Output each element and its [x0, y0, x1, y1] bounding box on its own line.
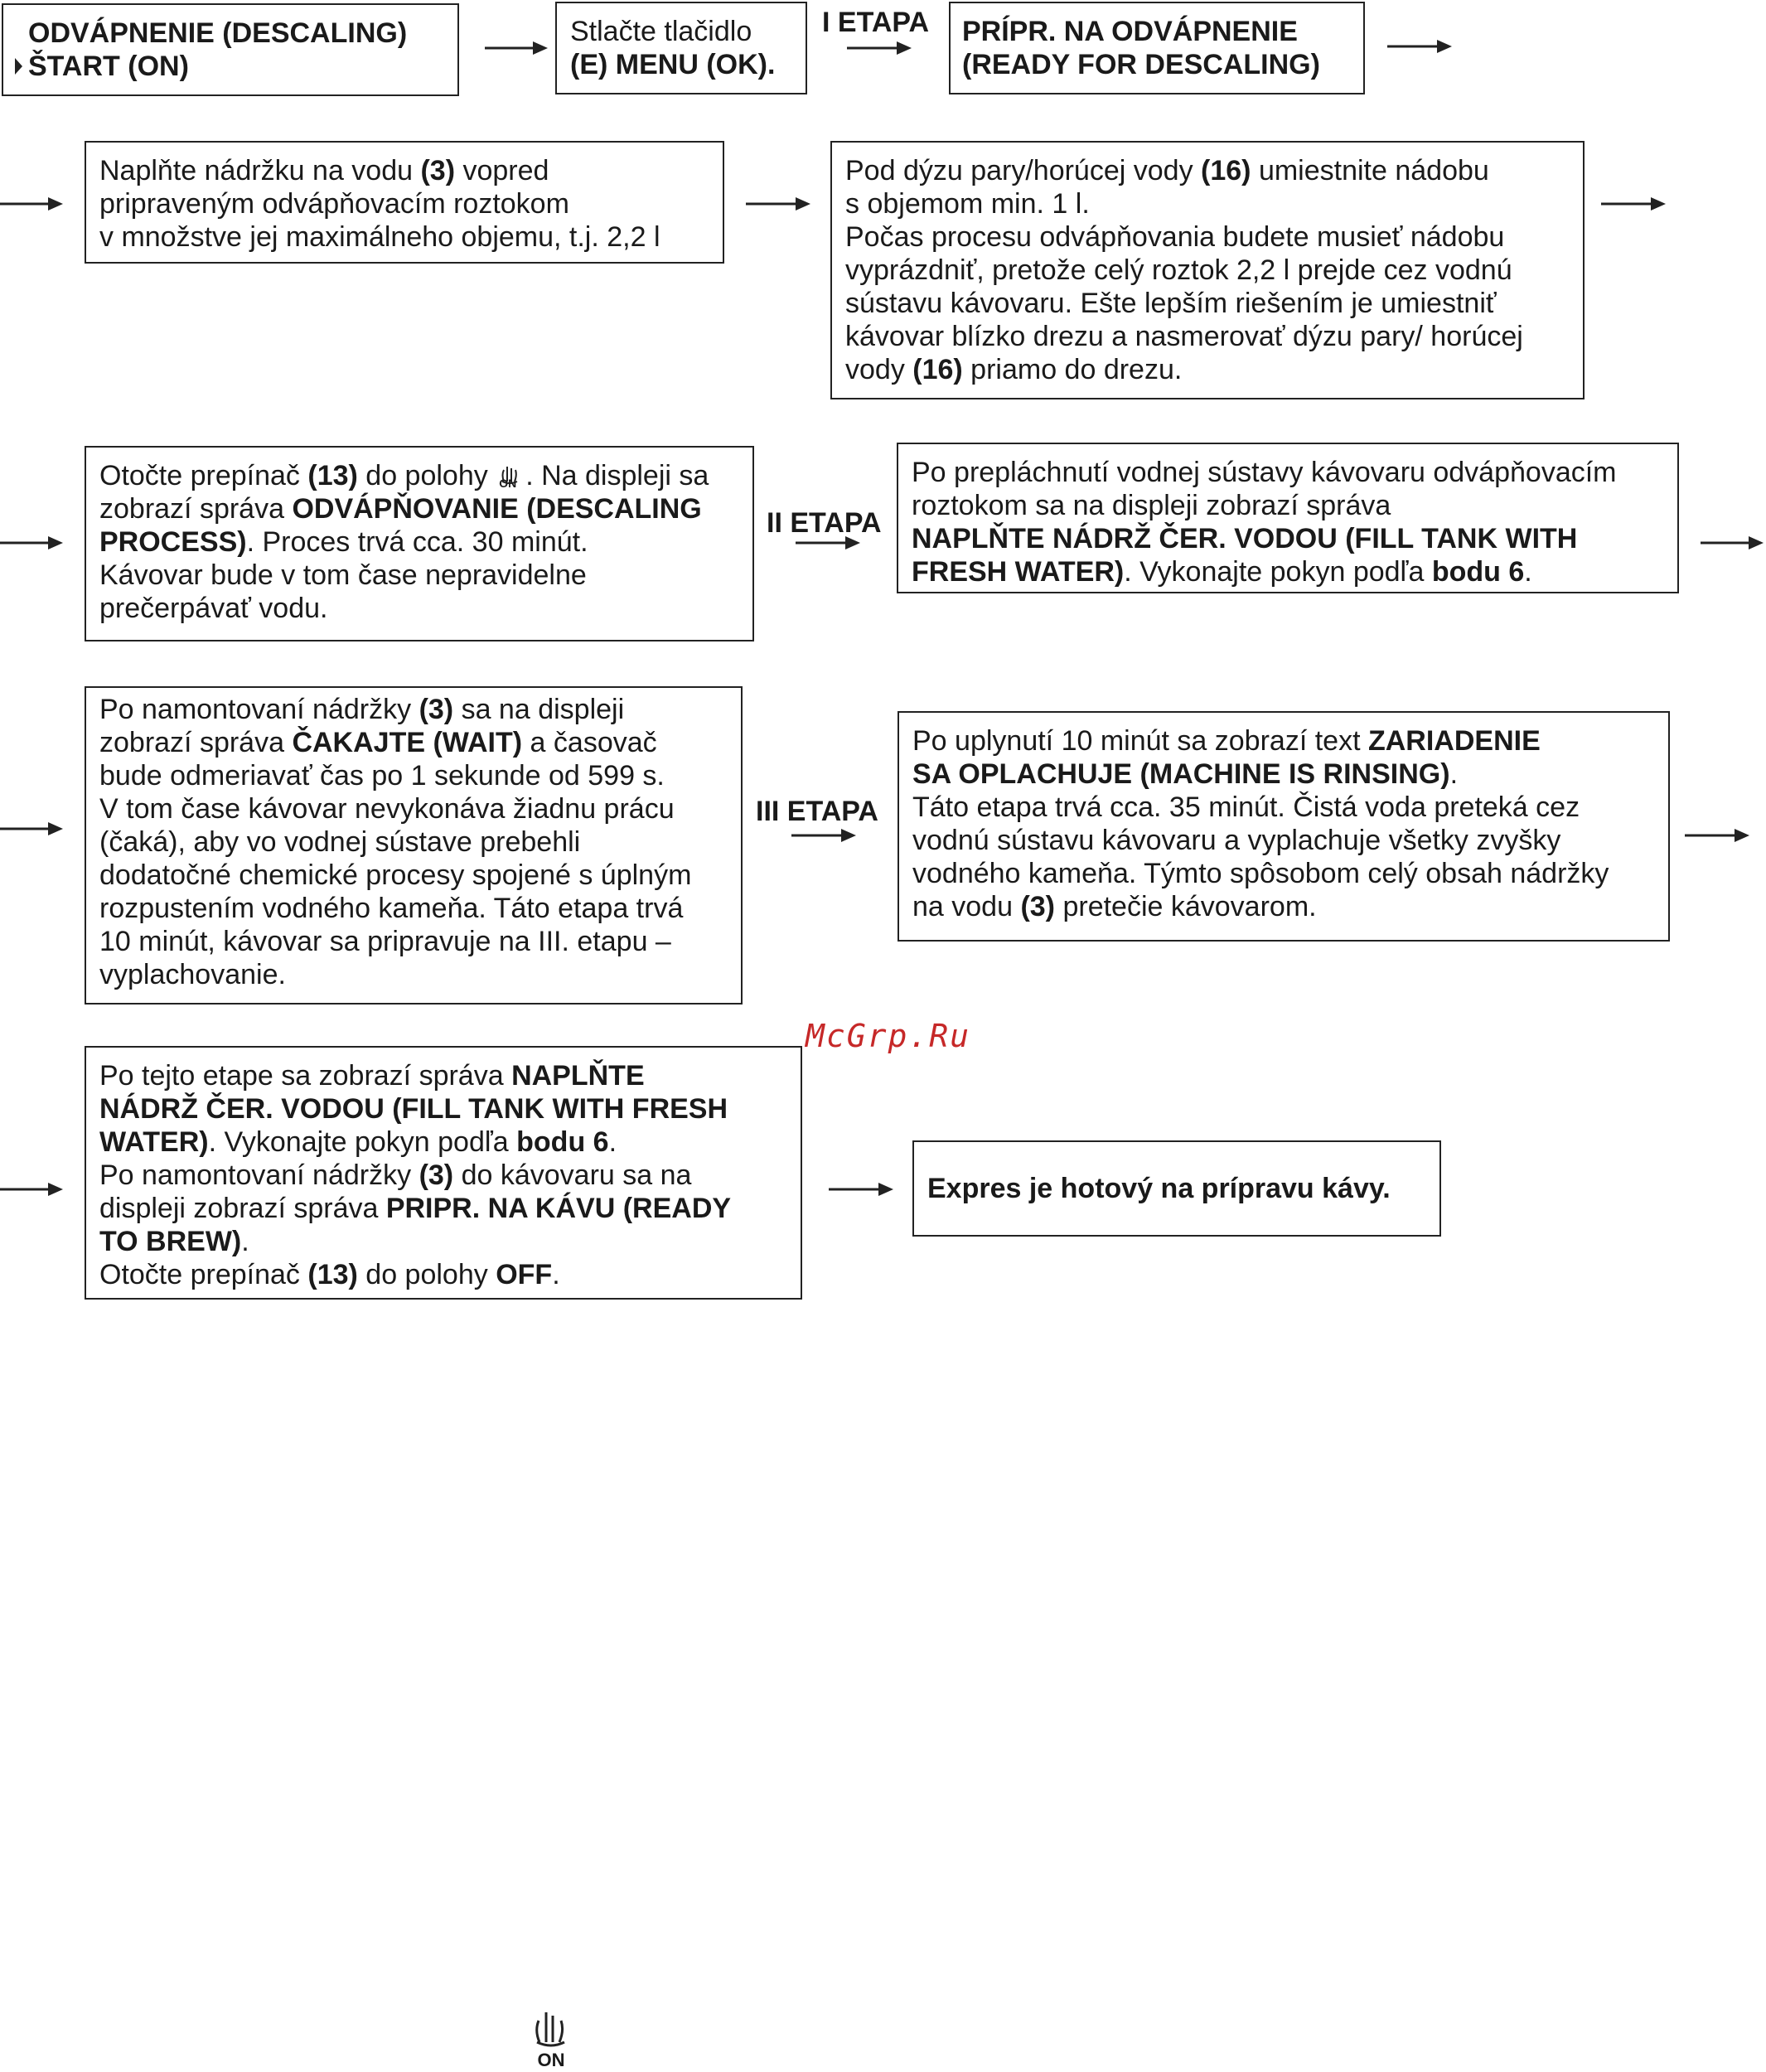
- step-ready-for-descaling-box: [949, 2, 1365, 94]
- step-text-bold: NÁDRŽ ČER. VODOU (FILL TANK WITH FRESH: [99, 1093, 728, 1125]
- step-text: v množstve jej maximálneho objemu, t.j. 2,2 l: [99, 221, 660, 253]
- step-text: Po uplynutí 10 minút sa zobrazí text ZARIADENIE: [912, 725, 1541, 757]
- step-text: Naplňte nádržku na vodu (3) vopred: [99, 155, 549, 186]
- step-text: Počas procesu odvápňovania budete musieť nádobu: [845, 221, 1505, 253]
- on-position-icon: [526, 2006, 576, 2070]
- on-position-icon: ON: [496, 459, 525, 492]
- step-text: rozpustením vodného kameňa. Táto etapa trvá: [99, 893, 684, 924]
- step-ready-box: [912, 1140, 1441, 1237]
- triangle-bullet-icon: [15, 58, 22, 75]
- step-text: Stlačte tlačidlo: [570, 16, 752, 47]
- step-text-bold: (READY FOR DESCALING): [962, 49, 1320, 80]
- step-text: prečerpávať vodu.: [99, 593, 328, 624]
- step-text: Pod dýzu pary/horúcej vody (16) umiestnite nádobu: [845, 155, 1489, 186]
- step-text: V tom čase kávovar nevykonáva žiadnu prácu: [99, 793, 675, 825]
- stage-label-3: III ETAPA: [756, 796, 878, 827]
- step-text: Po namontovaní nádržky (3) do kávovaru sa na: [99, 1159, 692, 1191]
- step-place-container-box: [830, 141, 1585, 399]
- step-text: 10 minút, kávovar sa pripravuje na III. etapu –: [99, 926, 671, 957]
- step-text: Táto etapa trvá cca. 35 minút. Čistá voda preteká cez: [912, 792, 1580, 823]
- arrow-right-icon: [1387, 38, 1454, 55]
- step-text: WATER). Vykonajte pokyn podľa bodu 6.: [99, 1126, 617, 1158]
- step-text: PROCESS). Proces trvá cca. 30 minút.: [99, 526, 588, 558]
- step-text: vyprázdniť, pretože celý roztok 2,2 l prejde cez vodnú: [845, 254, 1512, 286]
- step-text: vodného kameňa. Týmto spôsobom celý obsah nádržky: [912, 858, 1609, 889]
- step-text: FRESH WATER). Vykonajte pokyn podľa bodu 6.: [912, 556, 1532, 588]
- stage-label-1: I ETAPA: [822, 7, 930, 38]
- arrow-right-icon: [847, 40, 913, 56]
- step-text-bold: Expres je hotový na prípravu kávy.: [927, 1173, 1391, 1204]
- step-text: Otočte prepínač (13) do polohy OFF.: [99, 1259, 560, 1290]
- step-text: zobrazí správa ODVÁPŇOVANIE (DESCALING: [99, 493, 702, 525]
- arrow-right-icon: [746, 196, 812, 212]
- stage-label-2: II ETAPA: [767, 507, 882, 539]
- step-text: Po namontovaní nádržky (3) sa na displeji: [99, 694, 625, 725]
- arrow-right-icon: [1701, 535, 1765, 551]
- step-fill-tank-box: [85, 141, 724, 264]
- step-text: bude odmeriavať čas po 1 sekunde od 599 s.: [99, 760, 665, 792]
- step-text-bold: (E) MENU (OK).: [570, 49, 776, 80]
- step-text: Otočte prepínač (13) do polohy ON . Na displeji sa: [99, 460, 709, 491]
- watermark-text: McGrp.Ru: [806, 1018, 971, 1054]
- step-title: ODVÁPNENIE (DESCALING): [28, 17, 408, 49]
- step-text: dodatočné chemické procesy spojené s úplným: [99, 859, 692, 891]
- step-text: displeji zobrazí správa PRIPR. NA KÁVU (READY: [99, 1193, 732, 1224]
- arrow-right-icon: [829, 1181, 895, 1198]
- arrow-right-icon: [485, 40, 548, 56]
- step-descaling-start-box: [2, 3, 459, 96]
- step-text: roztokom sa na displeji zobrazí správa: [912, 490, 1391, 521]
- step-flush-done-box: [897, 443, 1679, 593]
- arrow-right-icon: [0, 535, 65, 551]
- step-text: vody (16) priamo do drezu.: [845, 354, 1183, 385]
- step-text: SA OPLACHUJE (MACHINE IS RINSING).: [912, 758, 1459, 790]
- step-text-bold: PRÍPR. NA ODVÁPNENIE: [962, 16, 1298, 47]
- step-text: zobrazí správa ČAKAJTE (WAIT) a časovač: [99, 727, 657, 758]
- step-text: na vodu (3) pretečie kávovarom.: [912, 891, 1317, 922]
- step-wait-box: [85, 686, 743, 1005]
- step-text: vyplachovanie.: [99, 959, 286, 990]
- arrow-right-icon: [0, 196, 65, 212]
- step-text: pripraveným odvápňovacím roztokom: [99, 188, 569, 220]
- arrow-right-icon: [0, 1181, 65, 1198]
- on-label: ON: [537, 2050, 565, 2070]
- step-text: s objemom min. 1 l.: [845, 188, 1090, 220]
- arrow-right-icon: [1601, 196, 1667, 212]
- step-text: TO BREW).: [99, 1226, 249, 1257]
- step-turn-switch-box: [85, 446, 754, 641]
- arrow-right-icon: [0, 821, 65, 837]
- step-text: sústavu kávovaru. Ešte lepším riešením je umiestniť: [845, 288, 1497, 319]
- step-text: (čaká), aby vo vodnej sústave prebehli: [99, 826, 581, 858]
- arrow-right-icon: [1685, 827, 1751, 844]
- step-press-menu-box: [555, 2, 807, 94]
- step-text: Po prepláchnutí vodnej sústavy kávovaru odvápňovacím: [912, 457, 1617, 488]
- step-fill-fresh-water-box: [85, 1046, 802, 1300]
- step-rinsing-box: [898, 711, 1670, 942]
- step-subtitle: ŠTART (ON): [28, 51, 189, 82]
- arrow-right-icon: [791, 827, 858, 844]
- step-text: kávovar blízko drezu a nasmerovať dýzu pary/ horúcej: [845, 321, 1523, 352]
- step-text: vodnú sústavu kávovaru a vyplachuje všetky zvyšky: [912, 825, 1561, 856]
- step-text: Po tejto etape sa zobrazí správa NAPLŇTE: [99, 1060, 645, 1092]
- step-text-bold: NAPLŇTE NÁDRŽ ČER. VODOU (FILL TANK WITH: [912, 523, 1578, 554]
- step-text: Kávovar bude v tom čase nepravidelne: [99, 559, 587, 591]
- arrow-right-icon: [796, 535, 862, 551]
